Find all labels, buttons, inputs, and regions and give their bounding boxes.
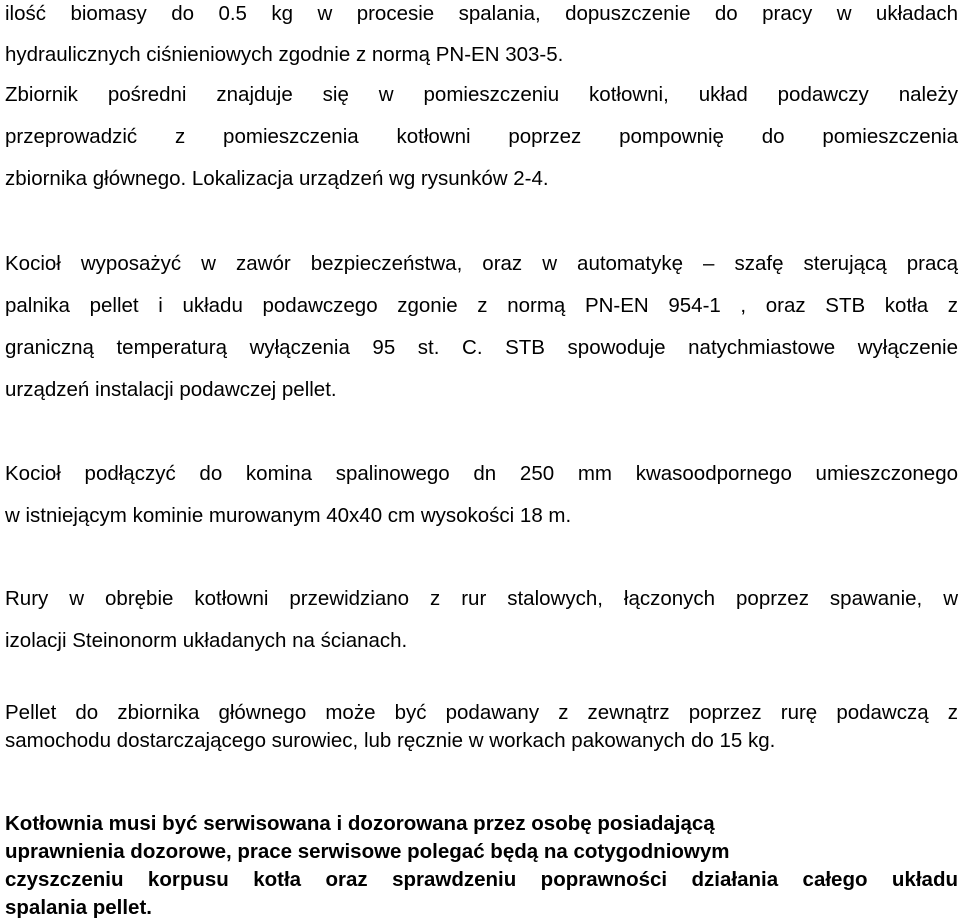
text-line: Kocioł podłączyć do komina spalinowego dn 250 mm kwasoodpornego umieszczonego: [5, 462, 958, 485]
text-line: Rury w obrębie kotłowni przewidziano z rur stalowych, łączonych poprzez spawanie, w: [5, 587, 958, 610]
text-line: Kotłownia musi być serwisowana i dozorowana przez osobę posiadającą: [5, 812, 715, 835]
text-line: Kocioł wyposażyć w zawór bezpieczeństwa, oraz w automatykę – szafę sterującą pracą: [5, 252, 958, 275]
text-line: hydraulicznych ciśnieniowych zgodnie z normą PN-EN 303-5.: [5, 43, 564, 66]
text-line: Zbiornik pośredni znajduje się w pomieszczeniu kotłowni, układ podawczy należy: [5, 83, 958, 106]
text-line: palnika pellet i układu podawczego zgonie z normą PN-EN 954-1 , oraz STB kotła z: [5, 294, 958, 317]
text-line: samochodu dostarczającego surowiec, lub ręcznie w workach pakowanych do 15 kg.: [5, 729, 776, 752]
text-line: graniczną temperaturą wyłączenia 95 st. C. STB spowoduje natychmiastowe wyłączenie: [5, 336, 958, 359]
text-line: uprawnienia dozorowe, prace serwisowe polegać będą na cotygodniowym: [5, 840, 730, 863]
text-line: spalania pellet.: [5, 896, 152, 919]
text-line: urządzeń instalacji podawczej pellet.: [5, 378, 337, 401]
text-line: Pellet do zbiornika głównego może być podawany z zewnątrz poprzez rurę podawczą z: [5, 701, 958, 724]
text-line: przeprowadzić z pomieszczenia kotłowni poprzez pompownię do pomieszczenia: [5, 125, 958, 148]
text-line: izolacji Steinonorm układanych na ścianach.: [5, 629, 408, 652]
text-line: zbiornika głównego. Lokalizacja urządzeń wg rysunków 2-4.: [5, 167, 549, 190]
text-line: czyszczeniu korpusu kotła oraz sprawdzeniu poprawności działania całego układu: [5, 868, 958, 891]
text-line: ilość biomasy do 0.5 kg w procesie spalania, dopuszczenie do pracy w układach: [5, 2, 958, 25]
text-line: w istniejącym kominie murowanym 40x40 cm wysokości 18 m.: [5, 504, 572, 527]
